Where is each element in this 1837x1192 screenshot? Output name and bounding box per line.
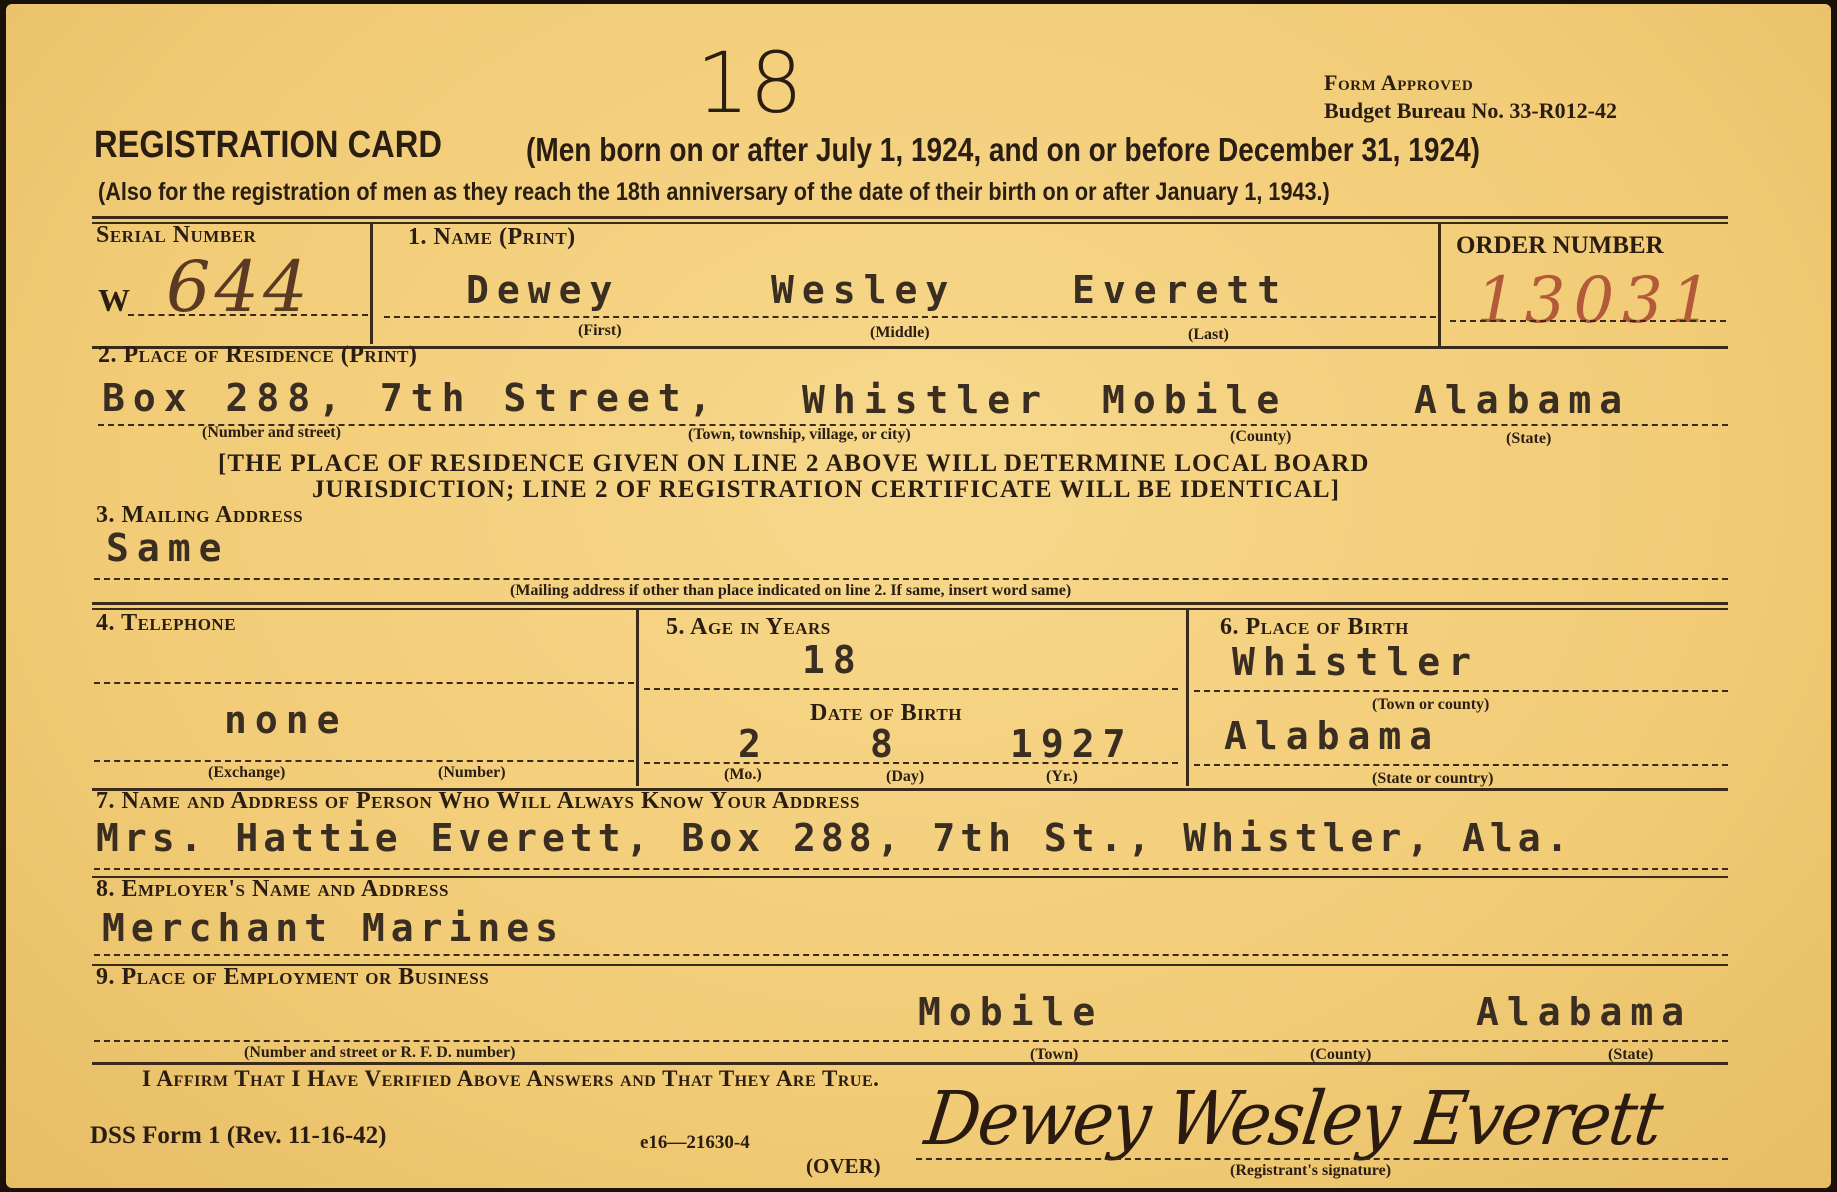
registration-card [6, 4, 1831, 1188]
serial-number-value: 644 [166, 246, 312, 328]
residence-town: Whistler [802, 378, 1050, 422]
employment-town-caption: (Town) [1030, 1046, 1079, 1063]
birthplace-label: 6. Place of Birth [1220, 614, 1409, 640]
dob-day: 8 [870, 722, 901, 766]
telephone-label: 4. Telephone [96, 610, 237, 636]
dob-label: Date of Birth [810, 700, 962, 726]
employment-street-caption: (Number and street or R. F. D. number) [244, 1044, 516, 1061]
exchange-caption: (Exchange) [208, 764, 286, 781]
employment-county-caption: (County) [1310, 1046, 1372, 1063]
employment-label: 9. Place of Employment or Business [96, 964, 490, 990]
residence-label: 2. Place of Residence (Print) [98, 342, 418, 368]
birthplace-state: Alabama [1224, 714, 1441, 758]
order-number-value: 13031 [1476, 264, 1720, 338]
middle-caption: (Middle) [870, 324, 930, 341]
month-caption: (Mo.) [724, 766, 762, 783]
also-line: (Also for the registration of men as they reach the 18th anniversary of the date of their birth on or after January 1, 1943.) [98, 178, 1330, 206]
telephone-value: none [224, 698, 348, 742]
name-label: 1. Name (Print) [408, 224, 576, 250]
employer-label: 8. Employer's Name and Address [96, 876, 449, 902]
middle-name-value: Wesley [771, 268, 957, 312]
signature-caption: (Registrant's signature) [1230, 1162, 1392, 1179]
dob-month: 2 [738, 722, 769, 766]
mailing-value: Same [106, 526, 230, 570]
print-code: e16—21630-4 [640, 1132, 750, 1153]
mailing-caption: (Mailing address if other than place indicated on line 2. If same, insert word same) [510, 582, 1072, 599]
registrant-signature: Dewey Wesley Everett [920, 1076, 1667, 1162]
number-caption: (Number) [438, 764, 506, 781]
age-label: 5. Age in Years [666, 614, 831, 640]
contact-label: 7. Name and Address of Person Who Will Always Know Your Address [96, 788, 860, 814]
state-caption: (State) [1506, 430, 1552, 447]
street-caption: (Number and street) [202, 424, 341, 441]
town-caption: (Town, township, village, or city) [688, 426, 911, 443]
residence-notice-2: JURISDICTION; LINE 2 OF REGISTRATION CERTIFICATE WILL BE IDENTICAL] [312, 476, 1340, 503]
birthplace-town: Whistler [1232, 640, 1480, 684]
employment-town: Mobile [918, 990, 1104, 1034]
birthplace-town-caption: (Town or county) [1372, 696, 1490, 713]
employment-state-caption: (State) [1608, 1046, 1654, 1063]
order-number-label: ORDER NUMBER [1456, 232, 1664, 259]
birthplace-state-caption: (State or country) [1372, 770, 1494, 787]
form-approved: Form Approved [1324, 70, 1474, 95]
form-id: DSS Form 1 (Rev. 11-16-42) [90, 1122, 387, 1149]
mailing-label: 3. Mailing Address [96, 502, 304, 528]
card-title: REGISTRATION CARD [94, 124, 442, 166]
county-caption: (County) [1230, 428, 1292, 445]
employment-state: Alabama [1476, 990, 1693, 1034]
employer-value: Merchant Marines [102, 906, 565, 950]
over-label: (OVER) [806, 1154, 881, 1178]
contact-value: Mrs. Hattie Everett, Box 288, 7th St., Whistler, Ala. [96, 816, 1574, 860]
residence-street: Box 288, 7th Street, [102, 376, 720, 420]
handwritten-number: 18 [696, 34, 803, 132]
serial-number-label: Serial Number [96, 222, 257, 248]
first-name-value: Dewey [466, 268, 621, 312]
residence-state: Alabama [1414, 378, 1631, 422]
year-caption: (Yr.) [1046, 768, 1078, 785]
last-caption: (Last) [1188, 326, 1229, 343]
serial-prefix: W [98, 282, 130, 318]
affirm-statement: I Affirm That I Have Verified Above Answers and That They Are True. [142, 1066, 880, 1091]
card-subtitle: (Men born on or after July 1, 1924, and on or before December 31, 1924) [526, 131, 1480, 168]
last-name-value: Everett [1072, 268, 1289, 312]
first-caption: (First) [578, 322, 622, 339]
dob-year: 1927 [1010, 722, 1134, 766]
residence-notice-1: [THE PLACE OF RESIDENCE GIVEN ON LINE 2 ABOVE WILL DETERMINE LOCAL BOARD [218, 450, 1370, 477]
age-value: 18 [802, 638, 864, 682]
residence-county: Mobile [1102, 378, 1288, 422]
day-caption: (Day) [886, 768, 925, 785]
budget-bureau: Budget Bureau No. 33-R012-42 [1324, 98, 1617, 123]
